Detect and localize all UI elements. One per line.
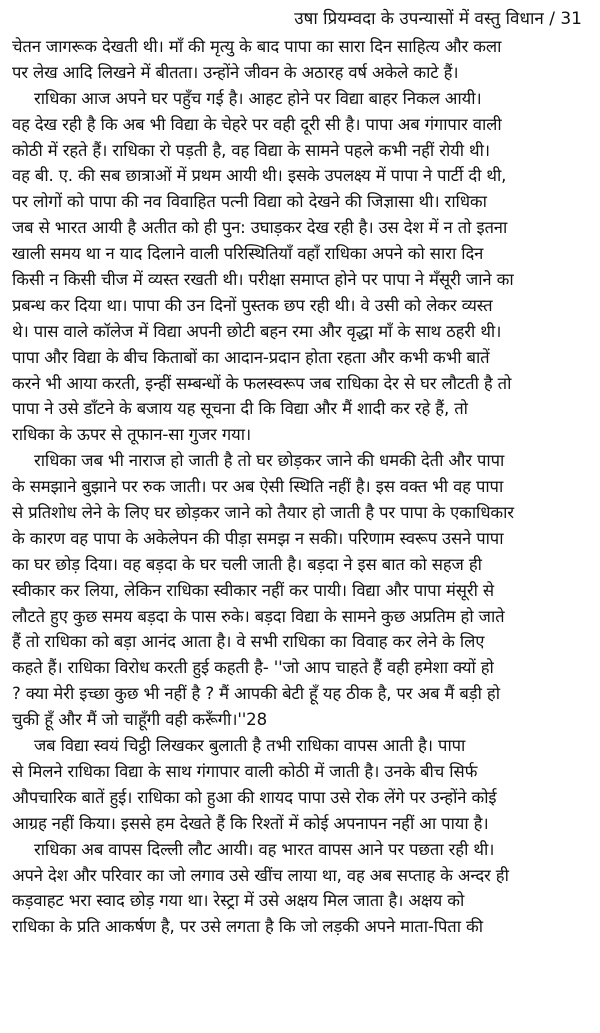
running-title: उषा प्रियम्वदा के उपन्यासों में वस्तु विधान: [294, 9, 544, 29]
text-line: करने भी आया करती, इन्हीं सम्बन्धों के फलस्वरूप जब राधिका देर से घर लौटती है तो: [12, 373, 512, 393]
text-line: कड़वाहट भरा स्वाद छोड़ गया था। रेस्ट्रा में उसे अक्षय मिल जाता है। अक्षय को: [12, 891, 465, 911]
text-line: वह बी. ए. की सब छात्राओं में प्रथम आयी थी। इसके उपलक्ष्य में पापा ने पार्टी दी थी,: [12, 166, 507, 186]
text-line: स्वीकार कर लिया, लेकिन राधिका स्वीकार नहीं कर पायी। विद्या और पापा मंसूरी से: [12, 580, 494, 600]
text-line: किसी न किसी चीज में व्यस्त रखती थी। परीक्षा समाप्त होने पर पापा ने मँसूरी जाने का: [12, 270, 514, 290]
text-line: आग्रह नहीं किया। इससे हम देखते हैं कि रिश्तों में कोई अपनापन नहीं आ पाया है।: [12, 813, 489, 833]
text-line: राधिका जब भी नाराज हो जाती है तो घर छोड़कर जाने की धमकी देती और पापा: [34, 451, 505, 471]
text-line: औपचारिक बातें हुई। राधिका को हुआ की शायद पापा उसे रोक लेंगे पर उन्होंने कोई: [12, 787, 497, 807]
text-line: ? क्या मेरी इच्छा कुछ भी नहीं है ? मैं आपकी बेटी हूँ यह ठीक है, पर अब मैं बड़ी हो: [12, 684, 500, 704]
text-line: पापा और विद्या के बीच किताबों का आदान-प्रदान होता रहता और कभी कभी बातें: [12, 347, 490, 367]
text-line: कहते हैं। राधिका विरोध करती हुई कहती है- ''जो आप चाहते हैं वही हमेशा क्यों हो: [12, 658, 494, 678]
text-line: कोठी में रहते हैं। राधिका रो पड़ती है, वह विद्या के सामने पहले कभी नहीं रोयी थी।: [12, 140, 490, 160]
page-number: 31: [560, 9, 582, 29]
text-line: अपने देश और परिवार का जो लगाव उसे खींच लाया था, वह अब सप्ताह के अन्दर ही: [12, 865, 509, 885]
text-line: के समझाने बुझाने पर रुक जाती। पर अब ऐसी स्थिति नहीं है। इस वक्त भी वह पापा: [12, 477, 504, 497]
text-line: का घर छोड़ दिया। वह बड़दा के घर चली जाती है। बड़दा ने इस बात को सहज ही: [12, 554, 482, 574]
text-line: वह देख रही है कि अब भी विद्या के चेहरे पर वही दूरी सी है। पापा अब गंगापार वाली: [12, 114, 502, 134]
text-line: पर लेख आदि लिखने में बीतता। उन्होंने जीवन के अठारह वर्ष अकेले काटे हैं।: [12, 62, 459, 82]
text-line: चुकी हूँ और मैं जो चाहूँगी वही करूँगी।''28: [12, 710, 267, 730]
text-line: से मिलने राधिका विद्या के साथ गंगापार वाली कोठी में जाती है। उनके बीच सिर्फ: [12, 761, 478, 781]
text-line: पर लोगों को पापा की नव विवाहित पत्नी विद्या को देखने की जिज्ञासा थी। राधिका: [12, 192, 487, 212]
text-line: पापा ने उसे डाँटने के बजाय यह सूचना दी कि विद्या और मैं शादी कर रहे हैं, तो: [12, 399, 468, 419]
text-line: चेतन जागरूक देखती थी। माँ की मृत्यु के बाद पापा का सारा दिन साहित्य और कला: [12, 37, 502, 56]
text-line: राधिका अब वापस दिल्ली लौट आयी। वह भारत वापस आने पर पछता रही थी।: [34, 839, 495, 859]
text-line: हैं तो राधिका को बड़ा आनंद आता है। वे सभी राधिका का विवाह कर लेने के लिए: [12, 632, 485, 652]
text-line: जब से भारत आयी है अतीत को ही पुन: उघाड़कर देख रही है। उस देश में न तो इतना: [12, 218, 508, 238]
text-line: से प्रतिशोध लेने के लिए घर छोड़कर जाने को तैयार हो जाती है पर पापा के एकाधिकार: [12, 503, 514, 523]
text-line: राधिका आज अपने घर पहुँच गई है। आहट होने पर विद्या बाहर निकल आयी।: [34, 88, 482, 108]
text-line: राधिका के ऊपर से तूफान-सा गुजर गया।: [12, 425, 251, 445]
page-body-text: [12, 34, 590, 940]
text-line: प्रबन्ध कर दिया था। पापा की उन दिनों पुस्तक छप रही थी। वे उसी को लेकर व्यस्त: [12, 295, 493, 315]
text-line: खाली समय था न याद दिलाने वाली परिस्थितियाँ वहाँ राधिका अपने को सारा दिन: [12, 244, 484, 264]
header-separator: /: [549, 9, 555, 29]
text-line: लौटते हुए कुछ समय बड़दा के पास रुके। बड़दा विद्या के सामने कुछ अप्रतिम हो जाते: [12, 606, 505, 626]
text-line: थे। पास वाले कॉलेज में विद्या अपनी छोटी बहन रमा और वृद्धा माँ के साथ ठहरी थी।: [12, 321, 502, 341]
text-line: जब विद्या स्वयं चिट्ठी लिखकर बुलाती है तभी राधिका वापस आती है। पापा: [34, 736, 466, 756]
text-line: के कारण वह पापा के अकेलेपन की पीड़ा समझ न सकी। परिणाम स्वरूप उसने पापा: [12, 528, 504, 548]
text-line: राधिका के प्रति आकर्षण है, पर उसे लगता है कि जो लड़की अपने माता-पिता की: [12, 917, 483, 937]
running-header: [12, 6, 590, 34]
